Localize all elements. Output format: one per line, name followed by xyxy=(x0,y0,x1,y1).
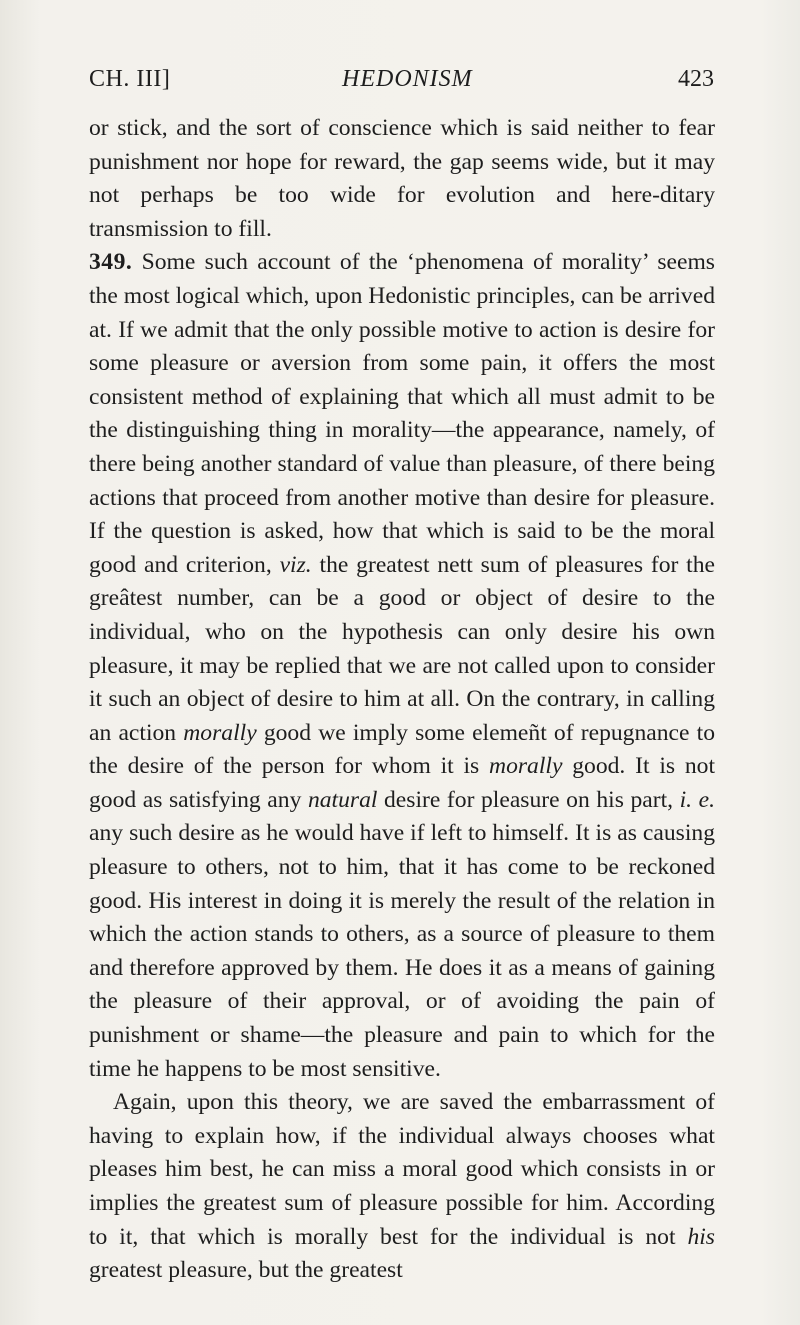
chapter-label: CH. III] xyxy=(89,66,171,92)
body-text xyxy=(89,112,715,1288)
section-number: 349. xyxy=(89,249,133,276)
running-header xyxy=(89,66,714,98)
italic-viz: viz. xyxy=(279,551,312,578)
italic-ie: i. e. xyxy=(679,786,716,813)
page-number: 423 xyxy=(678,66,714,92)
running-title: HEDONISM xyxy=(342,66,473,92)
paragraph-text: any such desire as he would have if left to himself. It is as causing pleasure to others, not to him, that it has come to be reckoned good. His interest in doing it is merely the result of the relation in which the action stands to others, as a source of pleasure to them and therefore approved by them. He does it as a means of gaining the pleasure of their approval, or of avoiding the pain of punishment or shame—the pleasure and pain to which for the time he happens to be most sensitive. xyxy=(89,820,715,1082)
paragraph-continued xyxy=(89,112,715,246)
paragraph-text: good we imply some elemeñt of repugnance to the desire of the person for whom it is xyxy=(89,719,716,780)
italic-morally: morally xyxy=(489,753,563,780)
paragraph-text: good. It is not good as satisfying any xyxy=(89,753,715,813)
paragraph-text: Some such account of the ‘phenomena of morality’ seems the most logical which, upon Hedonistic principles, can be arrived at. If we admit that the only possible motive to action is desire for some pleasure or aversion from some pain, it offers the most consistent method of explaining that which all must admit to be the distinguishing thing in morality—the appearance, namely, of there being another standard of value than pleasure, of there being actions that proceed from another motive than desire for pleasure. If the question is asked, how that which is said to be the moral good and criterion, xyxy=(89,249,715,578)
paragraph-text: Again, upon this theory, we are saved the embarrassment of having to explain how, if the individual always chooses what pleases him best, he can miss a moral good which consists in or implies the greatest sum of pleasure possible for him. According to it, that which is morally best for the individual is not xyxy=(89,1089,715,1250)
paragraph-text: greatest pleasure, but the greatest xyxy=(89,1257,403,1284)
italic-morally: morally xyxy=(183,719,257,746)
paragraph-text: or stick, and the sort of conscience which is said neither to fear punishment nor hope for reward, the gap seems wide, but it may not perhaps be too wide for evolution and here-ditary transmission to fill. xyxy=(89,115,715,242)
paragraph-text: desire for pleasure on his part, xyxy=(377,786,680,813)
paragraph-349 xyxy=(89,246,715,1086)
italic-his: his xyxy=(687,1223,715,1250)
paragraph-again xyxy=(89,1086,715,1288)
paragraph-text: the greatest nett sum of pleasures for the greâtest number, can be a good or object of desire to the individual, who on the hypothesis can only desire his own pleasure, it may be replied that we are not called upon to consider it such an object of desire to him at all. On the contrary, in calling an action xyxy=(89,551,716,746)
italic-natural: natural xyxy=(307,786,378,813)
